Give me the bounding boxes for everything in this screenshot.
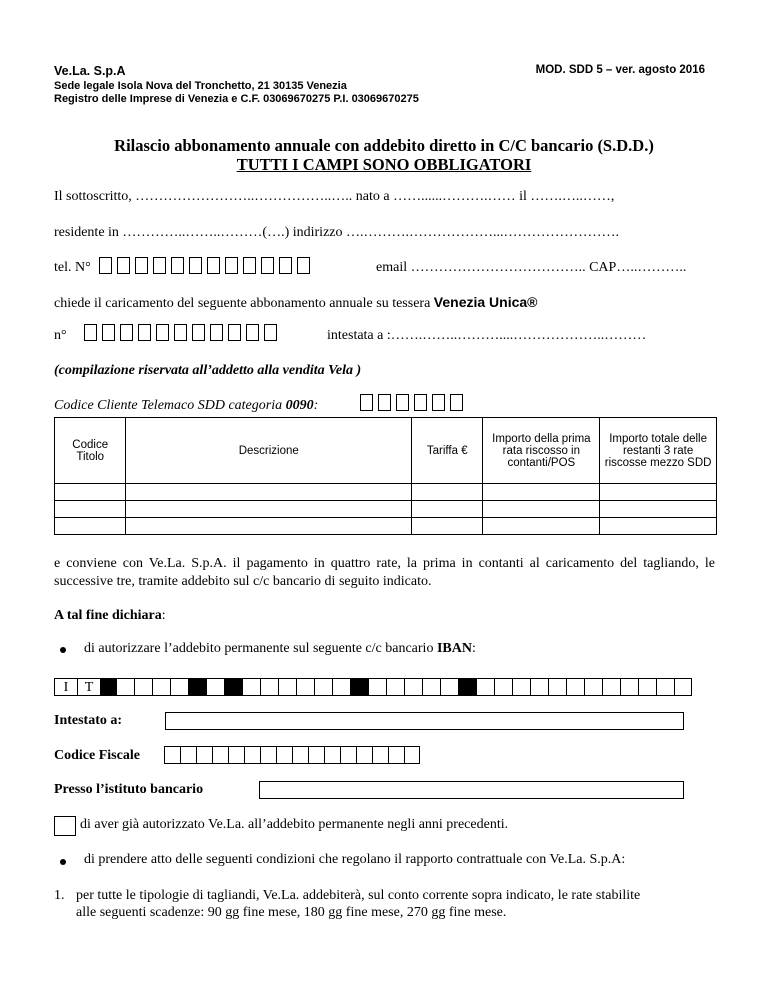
col-codice-titolo: Codice Titolo — [55, 418, 126, 484]
iban-cell: T — [77, 678, 100, 696]
declare-text: A tal fine dichiara — [54, 608, 162, 623]
codice-fiscale-label: Codice Fiscale — [54, 748, 140, 763]
card-number-label: n° — [54, 328, 67, 343]
col-descrizione: Descrizione — [126, 418, 412, 484]
item-text-line-1: per tutte le tipologie di tagliandi, Ve.La. addebiterà, sul conto corrente sopra indicato, le rate stabilite — [76, 888, 641, 903]
form-code: MOD. SDD 5 – ver. agosto 2016 — [535, 64, 705, 76]
prior-authorization-text: di aver già autorizzato Ve.La. all’addebito permanente negli anni precedenti. — [80, 817, 509, 832]
prior-authorization-checkbox[interactable] — [54, 816, 76, 836]
tel-boxes[interactable] — [99, 257, 315, 274]
card-name: Venezia Unica® — [433, 294, 538, 310]
agreement-paragraph: e conviene con Ve.La. S.p.A. il pagamento in quattro rate, la prima in contanti al caricamento del tagliando, le successive tre, tramite addebito sul c/c bancario di seguito indicato. — [54, 556, 715, 589]
intestata-line[interactable]: intestata a :…….……..………....………………..……… — [327, 328, 647, 343]
client-code-label — [54, 398, 318, 414]
codice-fiscale-input[interactable] — [164, 746, 420, 764]
istituto-label: Presso l’istituto bancario — [54, 782, 204, 797]
intestato-field[interactable] — [165, 712, 684, 730]
bullet-iban-text — [84, 641, 476, 657]
card-number-boxes[interactable] — [84, 324, 282, 341]
table-row[interactable] — [55, 484, 717, 501]
bullet-icon — [60, 647, 66, 653]
iban-colon: : — [471, 641, 476, 656]
conditions-bullet-text: di prendere atto delle seguenti condizioni che regolano il rapporto contrattuale con Ve.La. S.p.A: — [84, 852, 626, 867]
company-registry: Registro delle Imprese di Venezia e C.F. 03069670275 P.I. 03069670275 — [54, 93, 419, 105]
subscription-table — [54, 417, 717, 535]
client-code-colon: : — [313, 398, 319, 413]
istituto-field[interactable] — [259, 781, 684, 799]
iban-authorize-text: di autorizzare l’addebito permanente sul seguente c/c bancario — [84, 641, 437, 656]
bullet-icon — [60, 859, 66, 865]
form-subtitle: TUTTI I CAMPI SONO OBBLIGATORI — [236, 155, 532, 174]
request-line — [54, 294, 538, 312]
iban-label: IBAN — [436, 641, 472, 656]
client-code-number: 0090 — [285, 398, 314, 413]
intestato-label: Intestato a: — [54, 713, 123, 728]
col-prima-rata: Importo della prima rata riscosso in contanti/POS — [483, 418, 600, 484]
declare-colon: : — [161, 608, 166, 623]
table-row[interactable] — [55, 501, 717, 518]
personal-line-2[interactable]: residente in …………..……..………(….) indirizzo ….……….………………...……………………. — [54, 225, 620, 240]
company-name: Ve.La. S.p.A — [54, 64, 126, 78]
email-cap-line[interactable]: email ……………………………….. CAP…..……….. — [376, 260, 687, 275]
personal-line-1[interactable]: Il sottoscritto, ……………………..……………..….. nato a ……......……….…… il …….…..……, — [54, 189, 615, 204]
iban-cell: I — [54, 678, 77, 696]
table-row[interactable] — [55, 518, 717, 535]
reserved-note: (compilazione riservata all’addetto alla vendita Vela ) — [54, 363, 362, 378]
tel-label: tel. N° — [54, 260, 91, 275]
iban-input[interactable] — [54, 678, 692, 696]
form-title: Rilascio abbonamento annuale con addebito diretto in C/C bancario (S.D.D.) — [114, 136, 654, 155]
item-number: 1. — [54, 888, 65, 903]
request-text: chiede il caricamento del seguente abbonamento annuale su tessera — [54, 296, 434, 311]
company-address: Sede legale Isola Nova del Tronchetto, 21 30135 Venezia — [54, 80, 347, 92]
client-code-text: Codice Cliente Telemaco SDD categoria — [54, 398, 286, 413]
client-code-boxes[interactable] — [360, 394, 468, 411]
col-restanti-rate: Importo totale delle restanti 3 rate riscosse mezzo SDD — [600, 418, 717, 484]
declare-heading — [54, 608, 166, 624]
item-text-line-2: alle seguenti scadenze: 90 gg fine mese, 180 gg fine mese, 270 gg fine mese. — [76, 905, 507, 920]
col-tariffa: Tariffa € — [412, 418, 483, 484]
